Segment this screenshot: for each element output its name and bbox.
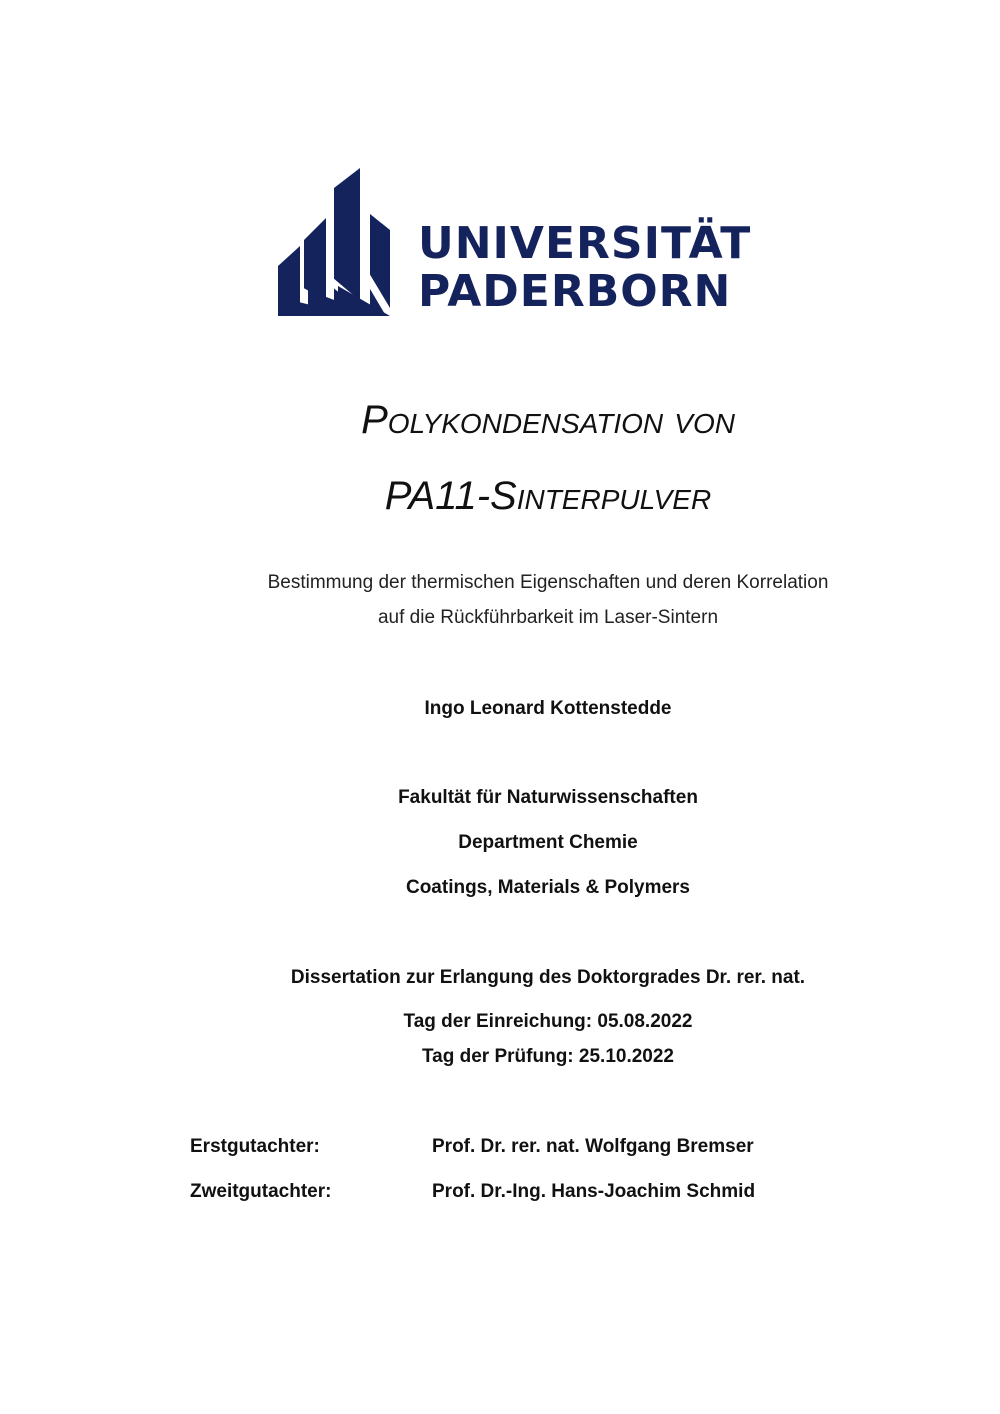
degree-statement: Dissertation zur Erlangung des Doktorgrades Dr. rer. nat. [290, 967, 806, 988]
thesis-title-line-2: PA11-Sinterpulver [384, 474, 712, 518]
submission-date: Tag der Einreichung: 05.08.2022 [403, 1011, 693, 1032]
referee-role: Erstgutachter: [190, 1136, 320, 1157]
university-logo [278, 168, 752, 320]
examination-date: Tag der Prüfung: 25.10.2022 [421, 1046, 674, 1067]
subtitle-line-1: Bestimmung der thermischen Eigenschaften und deren Korrelation [267, 572, 829, 593]
logo-line-2: PADERBORN [418, 266, 732, 317]
university-logo-mark-icon [278, 168, 396, 320]
referee-name: Prof. Dr.-Ing. Hans-Joachim Schmid [432, 1181, 756, 1202]
logo-line-1: UNIVERSITÄT [418, 218, 752, 269]
university-logo-text [418, 220, 751, 316]
author-name: Ingo Leonard Kottenstedde [424, 698, 672, 719]
referee-name: Prof. Dr. rer. nat. Wolfgang Bremser [432, 1136, 754, 1157]
thesis-title-line-1: Polykondensation von [361, 398, 735, 442]
department: Department Chemie [458, 832, 638, 853]
subtitle-line-2: auf die Rückführbarkeit im Laser-Sintern [377, 607, 719, 628]
faculty: Fakultät für Naturwissenschaften [398, 787, 698, 808]
research-group: Coatings, Materials & Polymers [405, 877, 691, 898]
referee-role: Zweitgutachter: [190, 1181, 332, 1202]
